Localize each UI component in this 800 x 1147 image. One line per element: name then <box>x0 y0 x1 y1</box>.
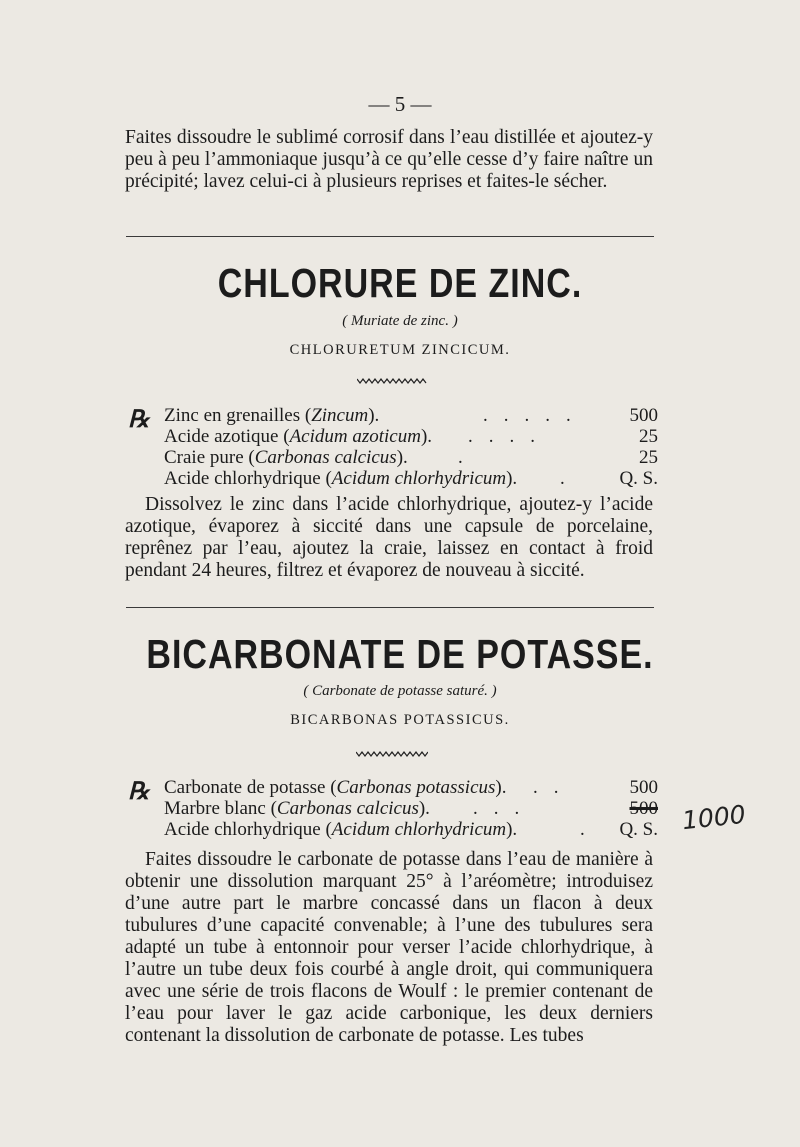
section-divider <box>126 607 654 608</box>
prescription-rx-icon: ℞ <box>128 407 150 433</box>
ingredient-line: Acide azotique (Acidum azoticum). <box>164 426 433 447</box>
ingredient-line: Craie pure (Carbonas calcicus). <box>164 447 408 468</box>
section-latin-name-bicarbonate: BICARBONAS POTASSICUS. <box>290 712 510 728</box>
ingredient-line: Acide chlorhydrique (Acidum chlorhydricum). <box>164 819 518 840</box>
ingredient-name: Carbonate de potasse <box>164 777 326 798</box>
recipe-bicarbonate <box>128 777 658 843</box>
leader-dots: . <box>580 819 601 840</box>
section-latin-name-chlorure: CHLORURETUM ZINCICUM. <box>289 342 511 358</box>
section-subtitle-bicarbonate: ( Carbonate de potasse saturé. ) <box>303 683 497 699</box>
recipe-chlorure <box>128 405 658 491</box>
ingredient-latin: Carbonas calcicus <box>254 447 397 468</box>
ingredient-qty: 500 <box>629 405 658 426</box>
leader-dots: ... <box>473 798 536 819</box>
ingredient-latin: Acidum chlorhydricum <box>331 468 507 489</box>
leader-dots: ..... <box>483 405 587 426</box>
intro-paragraph: Faites dissoudre le sublimé corrosif dans l’eau distillée et ajoutez-y peu à peu l’ammoniaque jusqu’à ce qu’elle cesse d’y faire naître un précipité; lavez celui-ci à plusieurs reprises et faites-le sécher. <box>125 127 653 192</box>
ingredient-latin: Carbonas potassicus <box>336 777 496 798</box>
ingredient-qty: 25 <box>639 426 658 447</box>
ornament-divider <box>357 378 427 384</box>
ingredient-latin: Acidum chlorhydricum <box>331 819 507 840</box>
prescription-rx-icon: ℞ <box>128 779 150 805</box>
ingredient-name: Acide chlorhydrique <box>164 819 321 840</box>
instructions-chlorure: Dissolvez le zinc dans l’acide chlorhydrique, ajoutez-y l’acide azotique, évaporez à siccité dans une capsule de porcelaine, reprênez par l’eau, ajoutez la craie, laissez en contact à froid pendant 24 heures, filtrez et évaporez de nouveau à siccité. <box>125 494 653 581</box>
section-subtitle-chlorure: ( Muriate de zinc. ) <box>342 313 458 329</box>
ingredient-line: Acide chlorhydrique (Acidum chlorhydricum). <box>164 468 518 489</box>
section-title-chlorure: CHLORURE DE ZINC. <box>217 261 583 307</box>
leader-dots: .. <box>533 777 575 798</box>
ingredient-qty: 500 <box>629 777 658 798</box>
ingredient-qty-struck: 500 <box>629 798 658 819</box>
ingredient-name: Acide chlorhydrique <box>164 468 321 489</box>
ingredient-latin: Carbonas calcicus <box>276 798 419 819</box>
instructions-bicarbonate: Faites dissoudre le carbonate de potasse dans l’eau de manière à obtenir une dissolution marquant 25° à l’aréomètre; introduisez d’une autre part le marbre concassé dans un flacon à deux tubulures d’une capacité convenable; à l’une des tubulures sera adapté un tube à entonnoir pour verser l’acide chlorhydrique, à l’autre un tube deux fois courbé à angle droit, qui communiquera avec une série de trois flacons de Woulf : le premier contenant de l’eau pour laver le gaz acide carbonique, les deux derniers contenant la dissolution de carbonate de potasse. Les tubes <box>125 849 653 1046</box>
ingredient-line: Zinc en grenailles (Zincum). <box>164 405 380 426</box>
section-divider <box>126 236 654 237</box>
section-title-bicarbonate: BICARBONATE DE POTASSE. <box>146 632 654 678</box>
handwritten-correction: 1000 <box>680 799 747 836</box>
page-number: — 5 — <box>368 92 432 116</box>
ingredient-line: Marbre blanc (Carbonas calcicus). <box>164 798 430 819</box>
ingredient-latin: Zincum <box>311 405 369 426</box>
leader-dots: . <box>458 447 479 468</box>
ingredient-name: Zinc en grenailles <box>164 405 301 426</box>
ingredient-name: Marbre blanc <box>164 798 266 819</box>
ingredient-qty: Q. S. <box>619 819 658 840</box>
ingredient-latin: Acidum azoticum <box>289 426 421 447</box>
ingredient-name: Acide azotique <box>164 426 279 447</box>
ornament-divider <box>356 751 428 757</box>
ingredient-qty: Q. S. <box>619 468 658 489</box>
ingredient-line: Carbonate de potasse (Carbonas potassicus). <box>164 777 507 798</box>
ingredient-qty: 25 <box>639 447 658 468</box>
leader-dots: . <box>560 468 581 489</box>
leader-dots: .... <box>468 426 551 447</box>
ingredient-name: Craie pure <box>164 447 244 468</box>
